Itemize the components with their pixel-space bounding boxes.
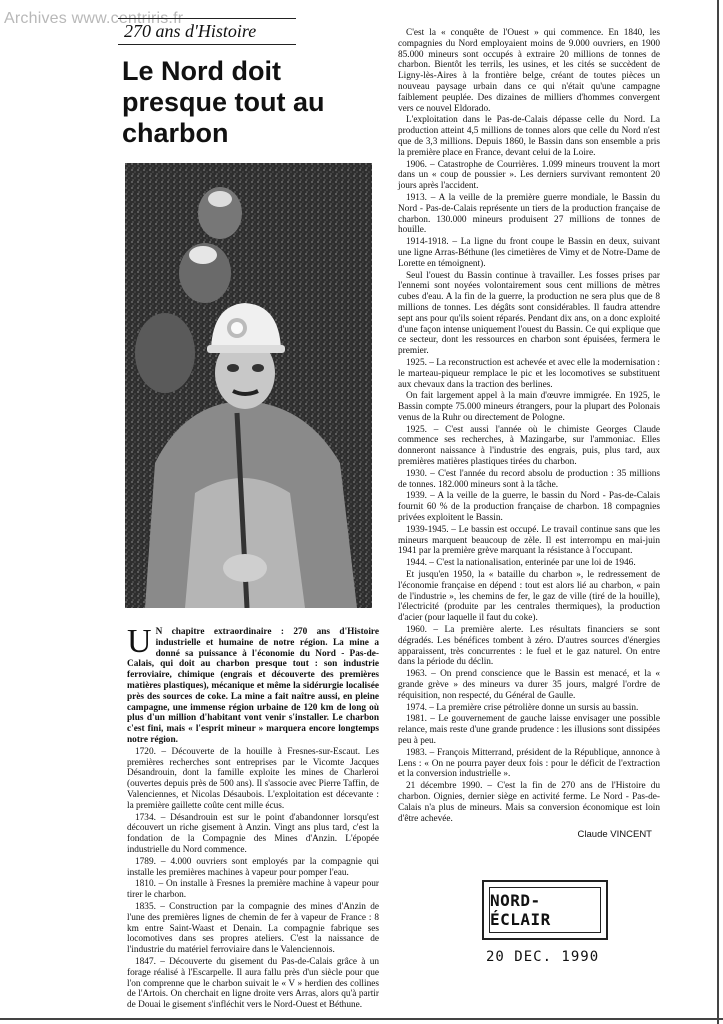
timeline-entry: 1925. – C'est aussi l'année où le chimiste Georges Claude commence ses recherches, à Mazingarbe, sur l'ammoniac. Elles donneront naissance à l'industrie des engrais, puis, plus tard, aux premières matières plastiques tirées du charbon. xyxy=(398,424,660,468)
timeline-entry: 1983. – François Mitterrand, président de la République, annonce à Lens : « On ne pourra payer deux fois : pour le déficit de l'extraction et la conversion industrielle ». xyxy=(398,747,660,780)
drop-cap: U xyxy=(127,623,152,660)
timeline-entry: 1960. – La première alerte. Les résultats financiers se sont dégradés. Les bénéfices tombent à zéro. D'autres sources d'énergies apparaissent, très concurrentes : le fuel et le gaz naturel. On entre dans la période du déclin. xyxy=(398,625,660,668)
timeline-entry: 1974. – La première crise pétrolière donne un sursis au bassin. xyxy=(406,702,639,713)
timeline-entry: 1939-1945. – Le bassin est occupé. Le travail continue sans que les mineurs marquent beaucoup de zèle. Il est interrompu en mai-juin 1941 par la première grève marquant la résistance à l'occupant. xyxy=(398,524,660,557)
timeline-entry: 1720. – Découverte de la houille à Fresnes-sur-Escaut. Les premières recherches sont entreprises par le Vicomte Jacques Désandrouin, dont la famille exploite les mines de Charleroi (ouvertes depuis près de 500 ans). Il s'associe avec Pierre Taffin, de Valenciennes, et Nicolas Désaubois. L'exploitation est décevante : la première gaillette coûte cent mille écus. xyxy=(127,746,379,811)
timeline-entry: 1913. – A la veille de la première guerre mondiale, le Bassin du Nord - Pas-de-Calais représente un tiers de la production française de charbon. 130.000 mineurs produisent 27 millions de tonnes de houille. xyxy=(398,192,660,236)
newspaper-stamp xyxy=(482,880,608,940)
intro-paragraph xyxy=(127,623,379,746)
article-headline: Le Nord doit presque tout au charbon xyxy=(122,56,325,148)
timeline-entry: 1939. – A la veille de la guerre, le bassin du Nord - Pas-de-Calais fournit 60 % de la production française de charbon. 18 compagnies privées exploitent le Bassin. xyxy=(398,491,660,524)
timeline-entry: 21 décembre 1990. – C'est la fin de 270 ans de l'Histoire du charbon. Oignies, dernier siège en activité ferme. Le Nord - Pas-de-Calais n'a plus de mineurs. Mais sa conversion économique est loin d'être achevée. xyxy=(398,781,660,824)
scan-edge-right xyxy=(717,0,719,1024)
right-column xyxy=(398,28,660,842)
body-paragraph: On fait largement appel à la main d'œuvre immigrée. En 1925, le Bassin compte 75.000 mineurs étrangers, pour la plupart des Polonais venus de la Ruhr ou directement de Pologne. xyxy=(398,391,660,423)
newspaper-name: NORD-ÉCLAIR xyxy=(489,887,601,933)
timeline-entry: 1810. – On installe à Fresnes la première machine à vapeur pour tirer le charbon. xyxy=(127,879,379,901)
timeline-entry: 1734. – Désandrouin est sur le point d'abandonner lorsqu'est découvert un riche gisement à Anzin. Vingt ans plus tard, c'est la fondation de la Compagnie des Mines d'Anzin. L'épopée industrielle du Nord commence. xyxy=(127,812,379,855)
timeline-entry: 1981. – Le gouvernement de gauche laisse envisager une possible relance, mais reste d'une grande prudence : les illusions sont dissipées peu à peu. xyxy=(398,714,660,746)
timeline-entry: 1930. – C'est l'année du record absolu de production : 35 millions de tonnes. 182.000 mineurs sont à la tâche. xyxy=(398,468,660,490)
body-paragraph: L'exploitation dans le Pas-de-Calais dépasse celle du Nord. La production atteint 4,5 millions de tonnes alors que celle du Nord n'est que de 3,3 millions. Depuis 1860, le Bassin dans son ensemble a pris la première place en France, devant celui de la Loire. xyxy=(398,115,660,158)
publication-date: 20 DEC. 1990 xyxy=(486,949,600,965)
timeline-entry: 1944. – C'est la nationalisation, enterinée par une loi de 1946. xyxy=(406,558,636,569)
timeline-entry: 1847. – Découverte du gisement du Pas-de-Calais grâce à un forage réalisé à l'Escarpelle. Il aura fallu près d'un siècle pour que l'on comprenne que le charbon suivait le « V » herdien des collines de l'Artois. On cherchait en ligne droite vers Arras, alors qu'à partir de Douai le gisement s'infléchit vers le Nord-Ouest et Béthune. xyxy=(127,956,379,1011)
author-byline: Claude VINCENT xyxy=(577,829,652,841)
timeline-entry: 1906. – Catastrophe de Courrières. 1.099 mineurs trouvent la mort dans un « coup de poussier ». Les derniers survivant remontent 20 jours après l'accident. xyxy=(398,159,660,192)
scan-edge-bottom xyxy=(0,1018,723,1020)
rubric-label: 270 ans d'Histoire xyxy=(118,18,296,45)
timeline-entry: 1963. – On prend conscience que le Bassin est menacé, et la « grande grève » des mineurs va durer 35 jours, malgré l'ordre de réquisition, non respecté, du Général de Gaulle. xyxy=(398,669,660,701)
body-paragraph: Et jusqu'en 1950, la « bataille du charbon », le redressement de l'économie française en dépend : tout est alors lié au charbon, « pain de l'industrie », les chemins de fer, le gaz de ville (tiré de la houille), l'électricité (produite par les centrales thermiques), la production d'acier (pour laquelle il faut du coke). xyxy=(398,570,660,624)
body-paragraph: C'est la « conquête de l'Ouest » qui commence. En 1840, les compagnies du Nord employaient moins de 9.000 ouvriers, en 1900 85.000 mineurs sont occupés à extraire 20 millions de tonnes de charbon. Bientôt les terrils, les usines, et les cités se succèdent de Ligny-lès-Aires à la frontière belge, créant de toutes pièces un nouveau paysage urbain dans ce qui n'était qu'une campagne faiblement peuplée. Des dizaines de milliers d'hommes convergent vers ce nouvel Eldorado. xyxy=(398,28,660,114)
left-column xyxy=(127,623,379,1012)
timeline-entry: 1835. – Construction par la compagnie des mines d'Anzin de l'une des premières lignes de chemin de fer à vapeur de France : 8 km entre Saint-Waast et Denain. La compagnie fabrique ses locomotives dans ses propres ateliers. C'est la naissance de l'industrie du matériel ferroviaire dans le Valenciennois. xyxy=(127,901,379,956)
timeline-entry: 1914-1918. – La ligne du front coupe le Bassin en deux, suivant une ligne Arras-Béthune (les cimetières de Vimy et de Notre-Dame de Lorette en témoignent). xyxy=(398,237,660,269)
miner-photograph xyxy=(125,163,372,608)
intro-text: N chapitre extraordinaire : 270 ans d'Histoire industrielle et humaine de notre région. La mine a donné sa puissance à l'économie du Nord - Pas-de-Calais, qui doit au charbon presque tout : son industrie ferroviaire, chimique (engrais et découverte des premières matières plastiques), mécanique et même la sidérurgie localisée près des sources de coke. La mine a fait naître aussi, en pleine campagne, une immense région urbaine de 120 km de long où plus d'un million d'habitant vont venir s'installer. Le charbon c'est fini, mais « l'esprit mineur » marquera encore longtemps notre région. xyxy=(127,627,379,745)
timeline-entry: 1789. – 4.000 ouvriers sont employés par la compagnie qui installe les premières machines à vapeur pour pomper l'eau. xyxy=(127,856,379,878)
body-paragraph: Seul l'ouest du Bassin continue à travailler. Les fosses prises par l'ennemi sont noyées volontairement sous cent millions de mètres cubes d'eau. A la fin de la guerre, la production ne sera plus que de 8 millions de tonnes. Les dégâts sont considérables. Il faudra attendre sept ans pour qu'ils soient réparés. Pendant dix ans, on a donc exploité d'une façon intense uniquement l'ouest du Bassin. Ce qui explique que ce secteur, dont les ressources en charbon sont épuisées, fermera le premier. xyxy=(398,270,660,357)
timeline-entry: 1925. – La reconstruction est achevée et avec elle la modernisation : le marteau-piqueur remplace le pic et les locomotives se substituent aux chevaux dans la traction des berlines. xyxy=(398,357,661,390)
archive-watermark: Archives www.centriris.fr xyxy=(4,10,184,27)
